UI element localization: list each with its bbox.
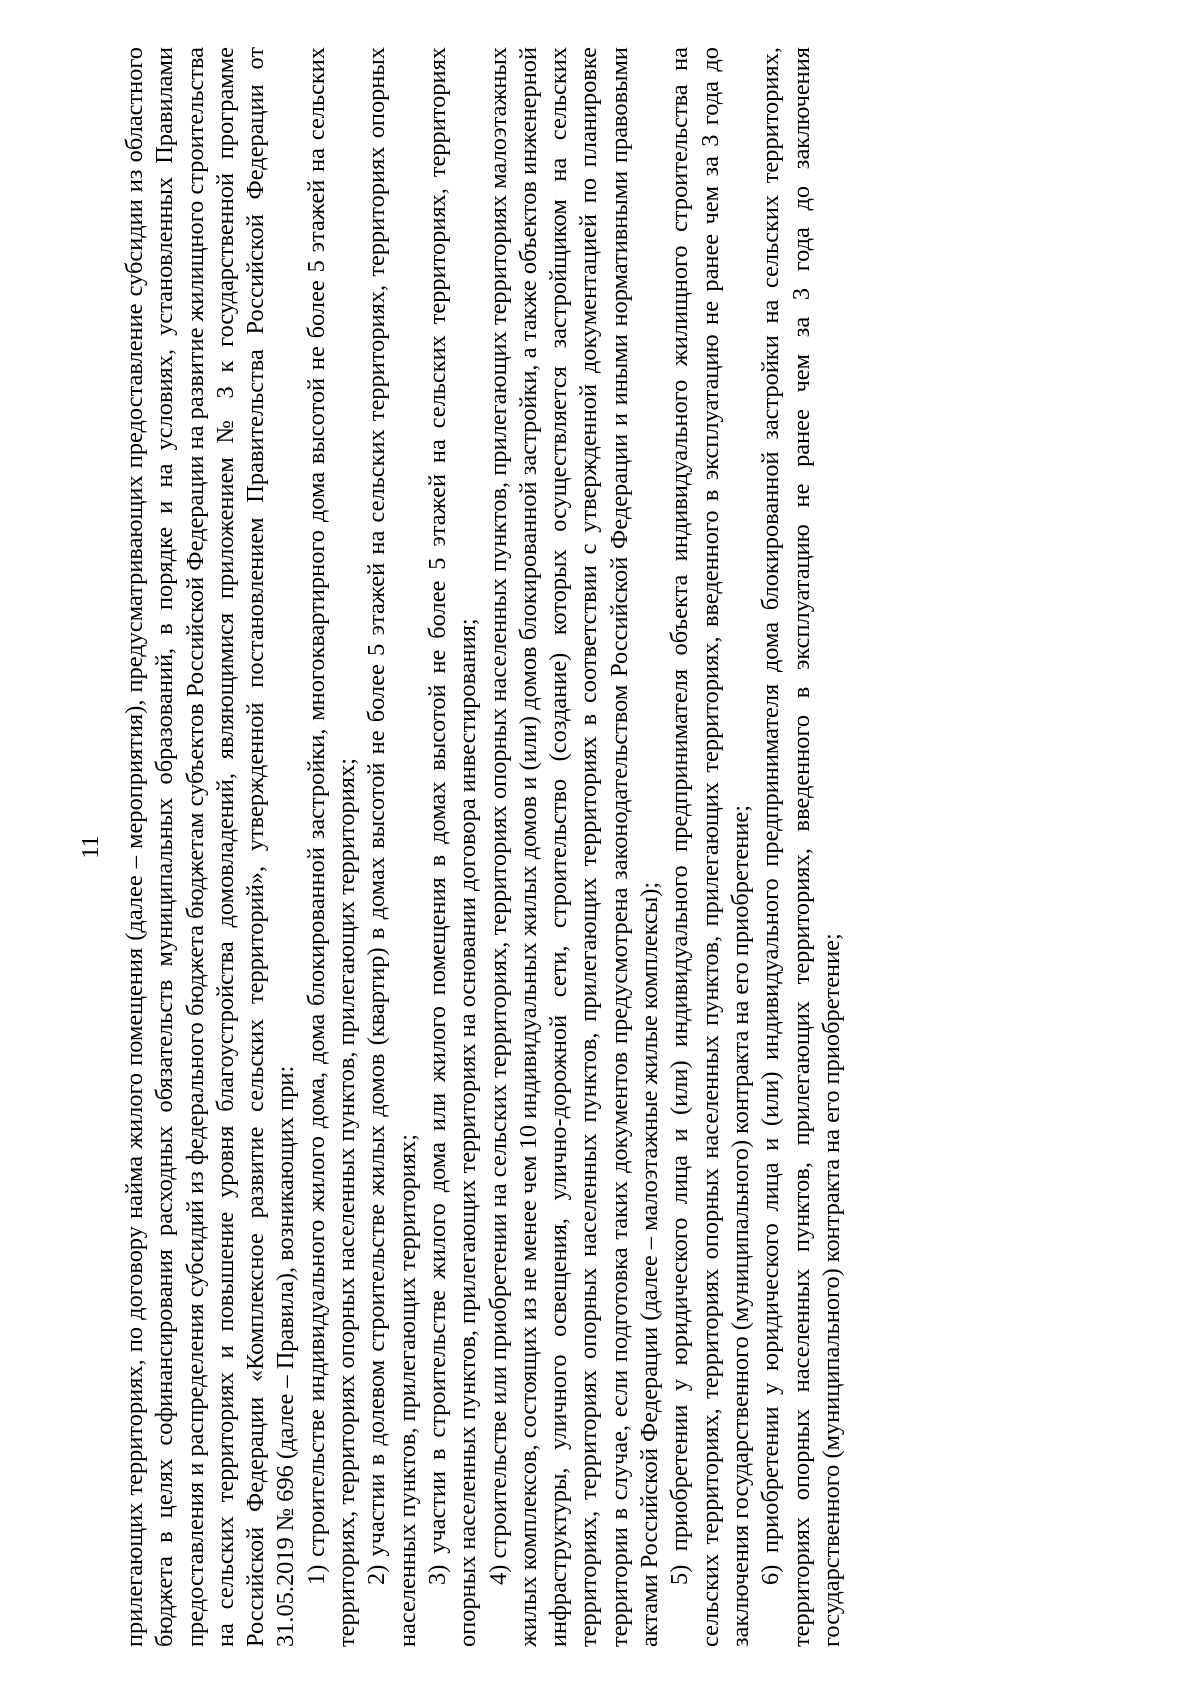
page-number: 11 [77, 835, 104, 859]
rotated-content [77, 47, 1080, 1647]
paragraph-item-4: 4) строительстве или приобретении на сельских территориях, территориях опорных населенных пунктов, прилегающих территориях малоэтажных жилых комплексов, состоящих из не менее чем 10 индивидуальных жилых домов и (или) домов блокированной застройки, а также объектов инженерной инфраструктуры, уличного освещения, улично-дорожной сети, строительство (создание) которых осуществляется застройщиком на сельских территориях, территориях опорных населенных пунктов, прилегающих территориях в соответствии с утвержденной документацией по планировке территории в случае, если подготовка таких документов предусмотрена законодательством Российской Федерации и иными нормативными правовыми актами Российской Федерации (далее – малоэтажные жилые комплексы); [484, 47, 664, 1647]
paragraph-item-6: 6) приобретении у юридического лица и (или) индивидуального предпринимателя дома блокированной застройки на сельских территориях, территориях опорных населенных пунктов, прилегающих территориях, введенного в эксплуатацию не ранее чем за 3 года до заключения государственного (муниципального) контракта на его приобретение; [757, 47, 845, 1647]
document-body [120, 47, 847, 1647]
paragraph-item-5: 5) приобретении у юридического лица и (или) индивидуального предпринимателя объекта индивидуального жилищного строительства на сельских территориях, территориях опорных населенных пунктов, прилегающих территориях, введенного в эксплуатацию не ранее чем за 3 года до заключения государственного (муниципального) контракта на его приобретение; [666, 47, 754, 1647]
paragraph-item-1: 1) строительстве индивидуального жилого дома, дома блокированной застройки, многоквартирного дома высотой не более 5 этажей на сельских территориях, территориях опорных населенных пунктов, прилегающих территориях; [302, 47, 361, 1647]
paragraph-intro: прилегающих территориях, по договору найма жилого помещения (далее – мероприятия), предусматривающих предоставление субсидии из областного бюджета в целях софинансирования расходных обязательств муниципальных образований, в порядке и на условиях, установленных Правилами предоставления и распределения субсидий из федерального бюджета бюджетам субъектов Российской Федерации на развитие жилищного строительства на сельских территориях и повышение уровня благоустройства домовладений, являющимися приложением № 3 к государственной программе Российской Федерации «Комплексное развитие сельских территорий», утвержденной постановлением Правительства Российской Федерации от 31.05.2019 № 696 (далее – Правила), возникающих при: [121, 47, 300, 1647]
paragraph-item-2: 2) участии в долевом строительстве жилых домов (квартир) в домах высотой не более 5 этажей на сельских территориях, территориях опорных населенных пунктов, прилегающих территориях; [363, 47, 421, 1647]
paragraph-item-3: 3) участии в строительстве жилого дома или жилого помещения в домах высотой не более 5 этажей на сельских территориях, территориях опорных населенных пунктов, прилегающих территориях на основании договора инвестирования; [423, 47, 482, 1647]
